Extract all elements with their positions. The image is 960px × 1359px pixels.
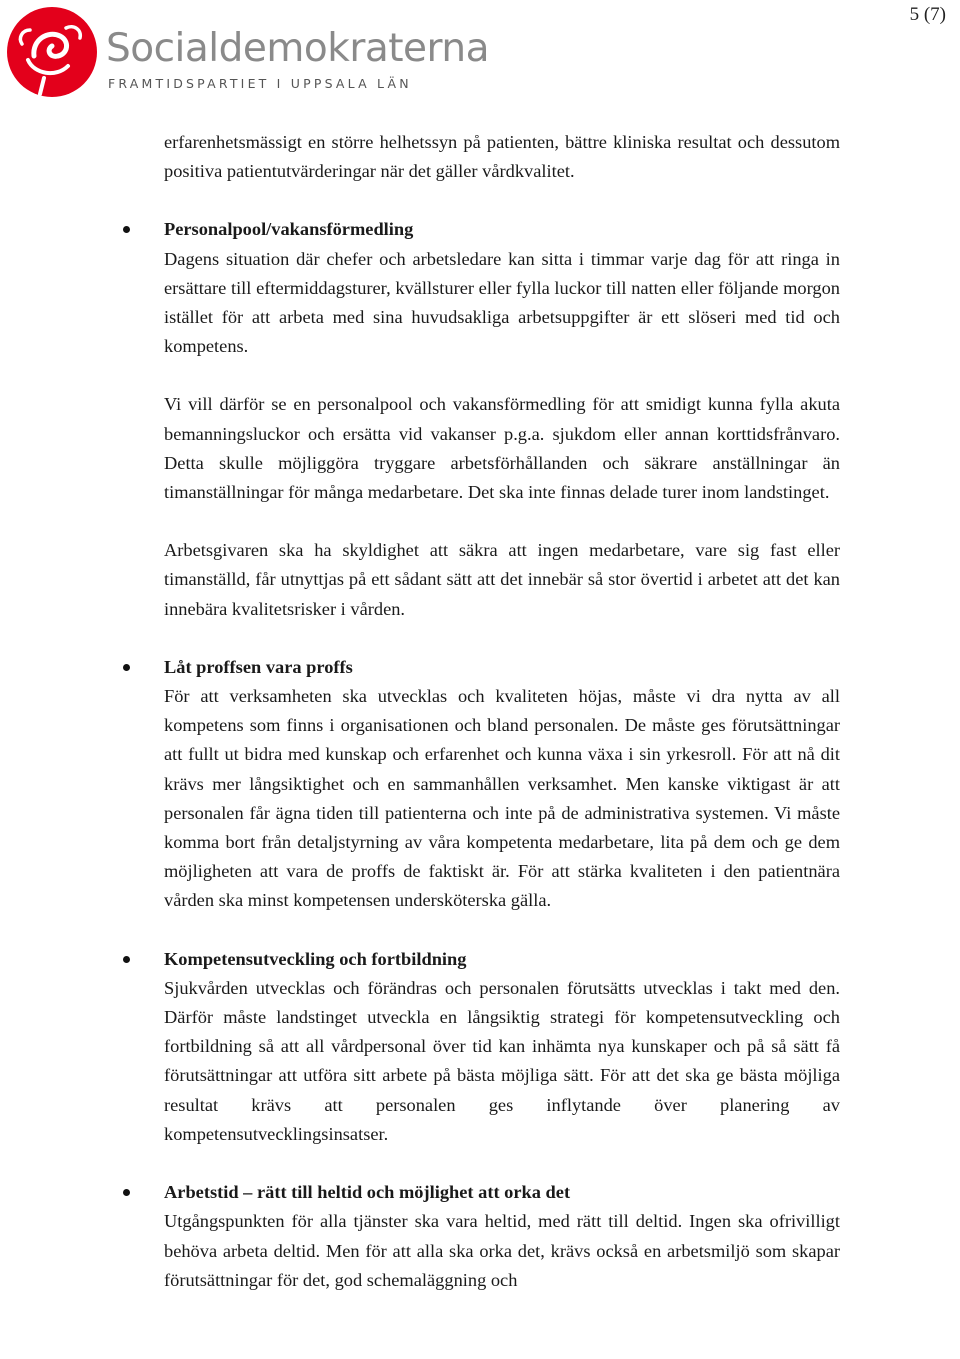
party-logo <box>4 4 489 100</box>
document-body <box>164 128 840 1295</box>
section-arbetstid <box>164 1178 840 1295</box>
intro-paragraph: erfarenhetsmässigt en större helhetssyn på patienten, bättre kliniska resultat och dessutom positiva patientutvärderingar när det gäller vårdkvalitet. <box>164 132 840 182</box>
bullet-icon <box>123 664 130 671</box>
section-paragraph: Utgångspunkten för alla tjänster ska vara heltid, med rätt till deltid. Ingen ska ofrivilligt behöva arbeta deltid. Men för att alla ska orka det, krävs också en arbetsmiljö som skapar förutsättningar för det, god schemaläggning och <box>164 1211 840 1290</box>
section-heading: Arbetstid – rätt till heltid och möjlighet att orka det <box>164 1182 571 1203</box>
logo-name: Socialdemokraterna <box>106 26 489 71</box>
section-heading: Kompetensutveckling och fortbildning <box>164 948 467 969</box>
bullet-icon <box>123 956 130 963</box>
section-kompetensutveckling <box>164 945 840 1149</box>
section-personalpool <box>164 215 840 623</box>
bullet-icon <box>123 1189 130 1196</box>
section-heading: Låt proffsen vara proffs <box>164 656 353 677</box>
section-paragraph: För att verksamheten ska utvecklas och kvaliteten höjas, måste vi dra nytta av all kompetens som finns i organisationen och bland personalen. De måste ges förutsättningar att fullt ut bidra med kunskap och erfarenhet och kunna växa i sin yrkesroll. För att nå dit krävs mer långsiktighet och en sammanhållen verksamhet. Men kanske viktigast är att personalen får ägna tiden till patienterna och inte på de administrativa systemen. Vi måste komma bort från detaljstyrning av våra kompetenta medarbetare, lita på dem och ge dem möjligheten att vara de proffs de faktiskt är. För att stärka kvaliteten i den patientnära vården ska minst kompetensen undersköterska gälla. <box>164 686 840 911</box>
bullet-icon <box>123 226 130 233</box>
page-number: 5 (7) <box>909 4 946 25</box>
section-proffs <box>164 653 840 916</box>
section-paragraph: Arbetsgivaren ska ha skyldighet att säkra att ingen medarbetare, vare sig fast eller timanställd, får utnyttjas på ett sådant sätt att det innebär så stor övertid i arbetet att det kan innebära kvalitetsrisker i vården. <box>164 540 840 619</box>
logo-subtitle: FRAMTIDSPARTIET I UPPSALA LÄN <box>108 76 412 91</box>
section-paragraph: Sjukvården utvecklas och förändras och personalen förutsätts utvecklas i takt med den. Därför måste landstinget utveckla en långsiktig strategi för kompetensutveckling och fortbildning så att all vårdpersonal över tid kan inhämta nya kunskaper och på så sätt få förutsättningar att utföra sitt arbete på bästa möjliga sätt. För att det ska ge bästa möjliga resultat krävs att personalen ges inflytande över planering av kompetensutvecklingsinsatser. <box>164 977 840 1144</box>
section-paragraph: Dagens situation där chefer och arbetsledare kan sitta i timmar varje dag för att ringa in ersättare till eftermiddagsturer, kvällsturer eller fylla luckor till natten eller följande morgon istället för att arbeta med sina huvudsakliga arbetsuppgifter är ett slöseri med tid och kompetens. <box>164 248 840 357</box>
section-paragraph: Vi vill därför se en personalpool och vakansförmedling för att smidigt kunna fylla akuta bemanningsluckor och ersätta vid vakanser p.g.a. sjukdom eller annan korttidsfrånvaro. Detta skulle möjliggöra tryggare arbetsförhållanden och säkrare anställningar än timanställningar för många medarbetare. Det ska inte finnas delade turer inom landstinget. <box>164 394 840 503</box>
section-heading: Personalpool/vakansförmedling <box>164 219 414 240</box>
red-rose-icon <box>4 4 100 100</box>
